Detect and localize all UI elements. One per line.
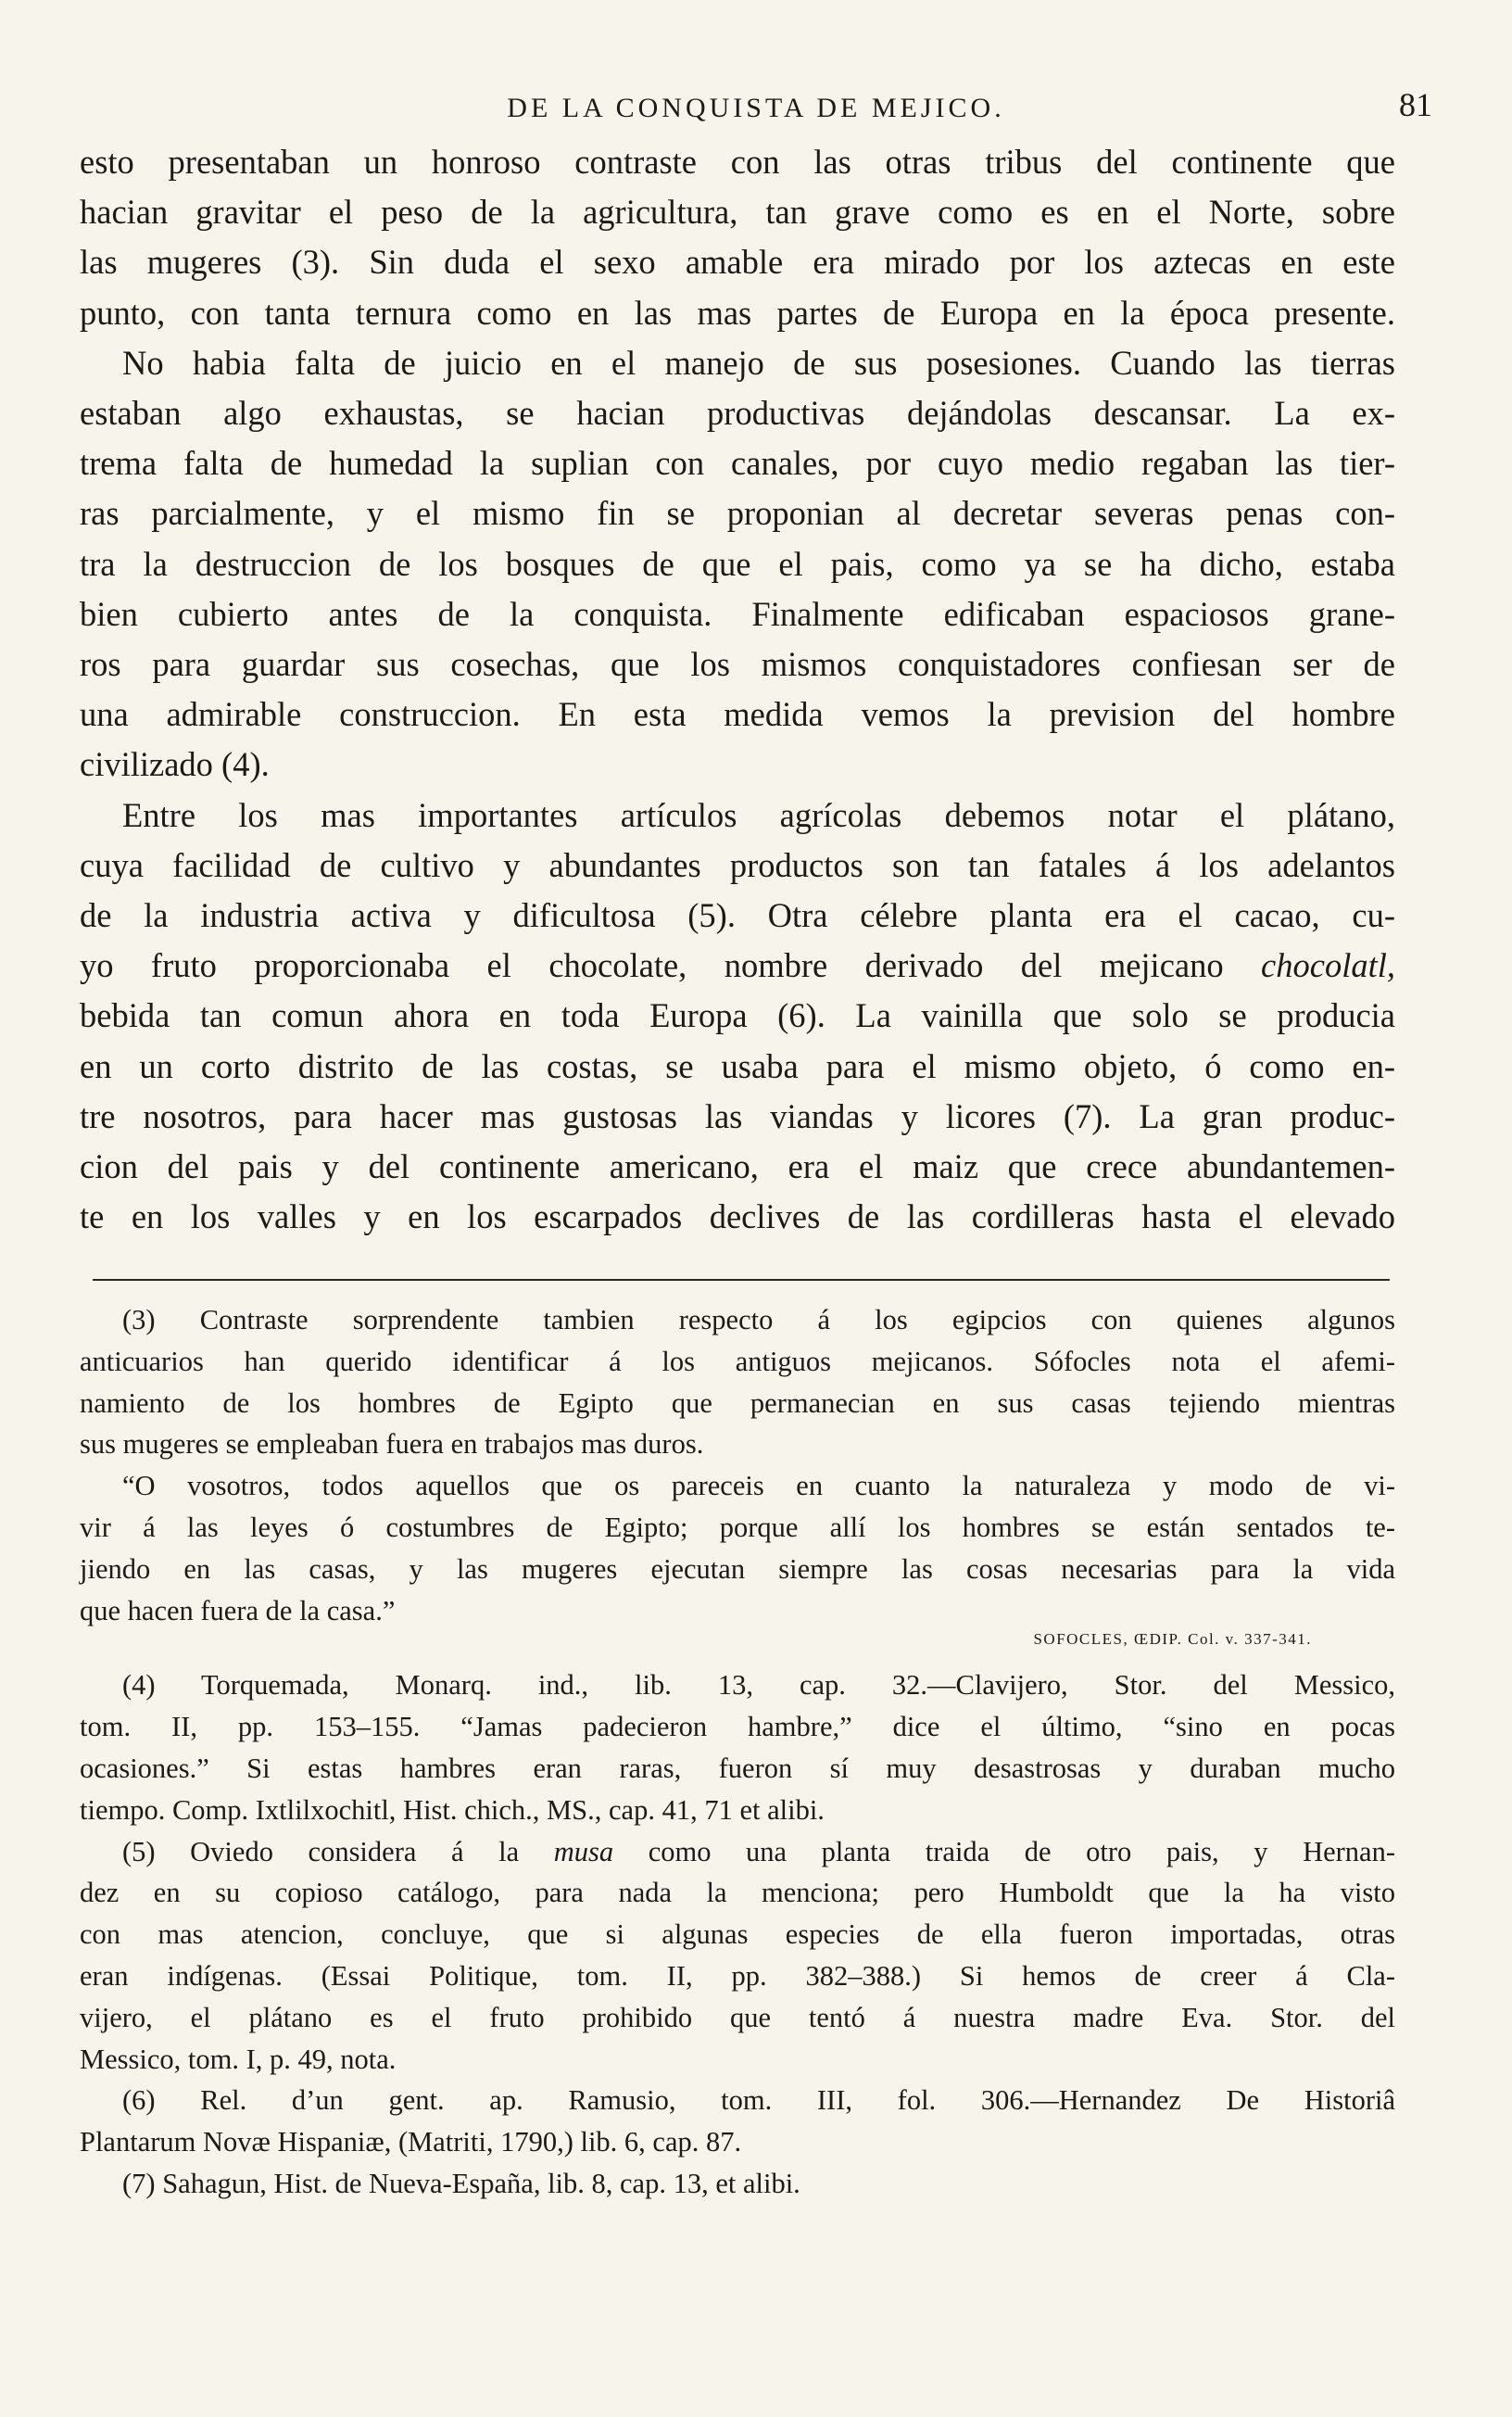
running-title: DE LA CONQUISTA DE MEJICO. <box>507 93 1005 123</box>
body-line: civilizado (4). <box>80 745 270 784</box>
footnote-line: dez en su copioso catálogo, para nada la menciona; pero Humboldt que la ha visto <box>80 1877 1395 1909</box>
footnote-line: vijero, el plátano es el fruto prohibido que tentó á nuestra madre Eva. Stor. del <box>80 2001 1395 2033</box>
body-line: ros para guardar sus cosechas, que los mismos conquistadores confiesan ser de <box>80 645 1395 684</box>
footnote-line: tom. II, pp. 153–155. “Jamas padecieron hambre,” dice el último, “sino en pocas <box>80 1711 1395 1743</box>
quote-line: vir á las leyes ó costumbres de Egipto; porque allí los hombres se están sentados te- <box>80 1511 1395 1543</box>
body-line: las mugeres (3). Sin duda el sexo amable era mirado por los aztecas en este <box>80 243 1395 282</box>
footnote-line: sus mugeres se empleaban fuera en trabajos mas duros. <box>80 1428 704 1461</box>
main-text <box>80 137 1395 1242</box>
quote-line: “O vosotros, todos aquellos que os pareceis en cuanto la naturaleza y modo de vi- <box>122 1470 1395 1502</box>
body-line: en un corto distrito de las costas, se usaba para el mismo objeto, ó como en- <box>80 1046 1395 1085</box>
body-line: Entre los mas importantes artículos agrícolas debemos notar el plátano, <box>122 795 1395 834</box>
quote-line: jiendo en las casas, y las mugeres ejecutan siempre las cosas necesarias para la vida <box>80 1552 1395 1585</box>
footnote-line <box>80 1831 1395 1873</box>
italic-word: chocolatl, <box>1261 946 1395 985</box>
body-line: ras parcialmente, y el mismo fin se proponian al decretar severas penas con- <box>80 494 1395 533</box>
body-line: hacian gravitar el peso de la agricultura, tan grave como es en el Norte, sobre <box>80 193 1395 232</box>
italic-word: musa <box>553 1835 614 1867</box>
body-line: una admirable construccion. En esta medida vemos la prevision del hombre <box>80 695 1395 734</box>
body-line: bien cubierto antes de la conquista. Finalmente edificaban espaciosos grane- <box>80 594 1395 633</box>
body-line: cion del pais y del continente americano, era el maiz que crece abundantemen- <box>80 1147 1395 1186</box>
body-line: estaban algo exhaustas, se hacian productivas dejándolas descansar. La ex- <box>80 394 1395 433</box>
footnote-line: (3) Contraste sorprendente tambien respecto á los egipcios con quienes algunos <box>122 1304 1395 1335</box>
body-line <box>80 941 1395 991</box>
footnote-text: (5) Oviedo considera á la <box>122 1835 554 1867</box>
quote-attribution: SOFOCLES, ŒDIP. Col. v. 337-341. <box>1033 1630 1312 1649</box>
page-number: 81 <box>1399 86 1432 123</box>
body-line: tre nosotros, para hacer mas gustosas las viandas y licores (7). La gran produc- <box>80 1096 1395 1135</box>
page-header <box>80 85 1432 130</box>
footnote-line: Messico, tom. I, p. 49, nota. <box>80 2043 397 2075</box>
body-line: No habia falta de juicio en el manejo de sus posesiones. Cuando las tierras <box>122 343 1395 382</box>
footnote-line: con mas atencion, concluye, que si algunas especies de ella fueron importadas, otras <box>80 1918 1395 1951</box>
footnote-line: anticuarios han querido identificar á los antiguos mejicanos. Sófocles nota el afemi- <box>80 1345 1395 1377</box>
quote-line: que hacen fuera de la casa.” <box>80 1594 396 1626</box>
footnote-line: namiento de los hombres de Egipto que permanecian en sus casas tejiendo mientras <box>80 1386 1395 1419</box>
footnote-line: (6) Rel. d’un gent. ap. Ramusio, tom. III, fol. 306.—Hernandez De Historiâ <box>122 2084 1395 2117</box>
footnote-line: eran indígenas. (Essai Politique, tom. II, pp. 382–388.) Si hemos de creer á Cla- <box>80 1959 1395 1992</box>
footnote-line: (4) Torquemada, Monarq. ind., lib. 13, cap. 32.—Clavijero, Stor. del Messico, <box>122 1669 1395 1702</box>
body-line-text: yo fruto proporcionaba el chocolate, nombre derivado del mejicano <box>80 946 1262 985</box>
footnote-line: tiempo. Comp. Ixtlilxochitl, Hist. chich., MS., cap. 41, 71 et alibi. <box>80 1793 825 1826</box>
body-line: bebida tan comun ahora en toda Europa (6). La vainilla que solo se producia <box>80 996 1395 1035</box>
footnote-separator <box>93 1279 1390 1281</box>
footnote-line: Plantarum Novæ Hispaniæ, (Matriti, 1790,) lib. 6, cap. 87. <box>80 2126 742 2158</box>
body-line: de la industria activa y dificultosa (5). Otra célebre planta era el cacao, cu- <box>80 896 1395 935</box>
body-line: trema falta de humedad la suplian con canales, por cuyo medio regaban las tier- <box>80 444 1395 483</box>
body-line: esto presentaban un honroso contraste con las otras tribus del continente que <box>80 143 1395 181</box>
body-line: punto, con tanta ternura como en las mas partes de Europa en la época presente. <box>80 293 1395 332</box>
footnote-line: (7) Sahagun, Hist. de Nueva-España, lib. 8, cap. 13, et alibi. <box>122 2167 800 2199</box>
footnotes <box>80 1299 1395 2205</box>
body-line: tra la destruccion de los bosques de que el pais, como ya se ha dicho, estaba <box>80 544 1395 583</box>
body-line: cuya facilidad de cultivo y abundantes productos son tan fatales á los adelantos <box>80 845 1395 884</box>
footnote-line: ocasiones.” Si estas hambres eran raras, fueron sí muy desastrosas y duraban mucho <box>80 1752 1395 1784</box>
footnote-text: como una planta traida de otro pais, y Hernan- <box>613 1835 1395 1867</box>
body-line: te en los valles y en los escarpados declives de las cordilleras hasta el elevado <box>80 1197 1395 1236</box>
